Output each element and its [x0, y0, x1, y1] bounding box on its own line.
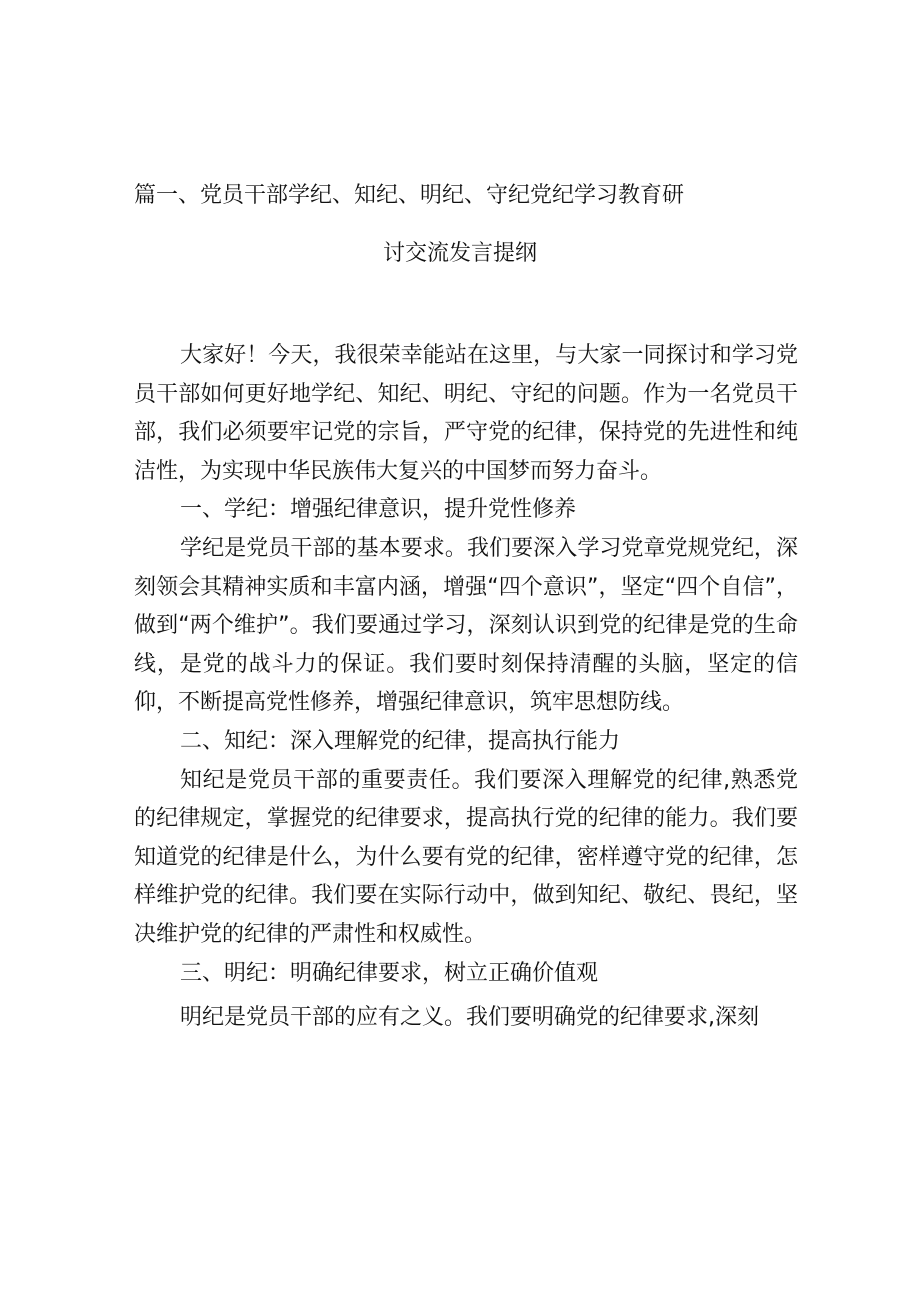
section-heading-3: 三、明纪：明确纪律要求，树立正确价值观: [180, 960, 599, 986]
section-heading-1: 一、学纪：增强纪律意识，提升党性修养: [180, 497, 577, 523]
document-body: [134, 337, 798, 1038]
document-title-line-2: 讨交流发言提纲: [382, 241, 537, 266]
section-paragraph-1: 学纪是党员干部的基本要求。我们要深入学习党章党规党纪，深刻领会其精神实质和丰富内涵，增强“四个意识”，坚定“四个自信”，做到“两个维护”。我们要通过学习，深刻认识到党的纪律是党的生命线，是党的战斗力的保证。我们要时刻保持清醒的头脑，坚定的信仰，不断提高党性修养，增强纪律意识，筑牢思想防线。: [134, 535, 798, 716]
section-paragraph-2: 知纪是党员干部的重要责任。我们要深入理解党的纪律,熟悉党的纪律规定，掌握党的纪律要求，提高执行党的纪律的能力。我们要知道党的纪律是什么，为什么要有党的纪律，密样遵守党的纪律，怎样维护党的纪律。我们要在实际行动中，做到知纪、敬纪、畏纪，坚决维护党的纪律的严肃性和权威性。: [134, 767, 798, 947]
document-title-line-1: 篇一、党员干部学纪、知纪、明纪、守纪党纪学习教育研: [134, 183, 685, 208]
section-heading-2: 二、知纪：深入理解党的纪律，提高执行能力: [180, 728, 621, 754]
intro-paragraph: 大家好！今天，我很荣幸能站在这里，与大家一同探讨和学习党员干部如何更好地学纪、知纪、明纪、守纪的问题。作为一名党员干部，我们必须要牢记党的宗旨，严守党的纪律，保持党的先进性和纯洁性，为实现中华民族伟大复兴的中国梦而努力奋斗。: [134, 343, 798, 484]
section-paragraph-3: 明纪是党员干部的应有之义。我们要明确党的纪律要求,深刻: [180, 1005, 759, 1031]
